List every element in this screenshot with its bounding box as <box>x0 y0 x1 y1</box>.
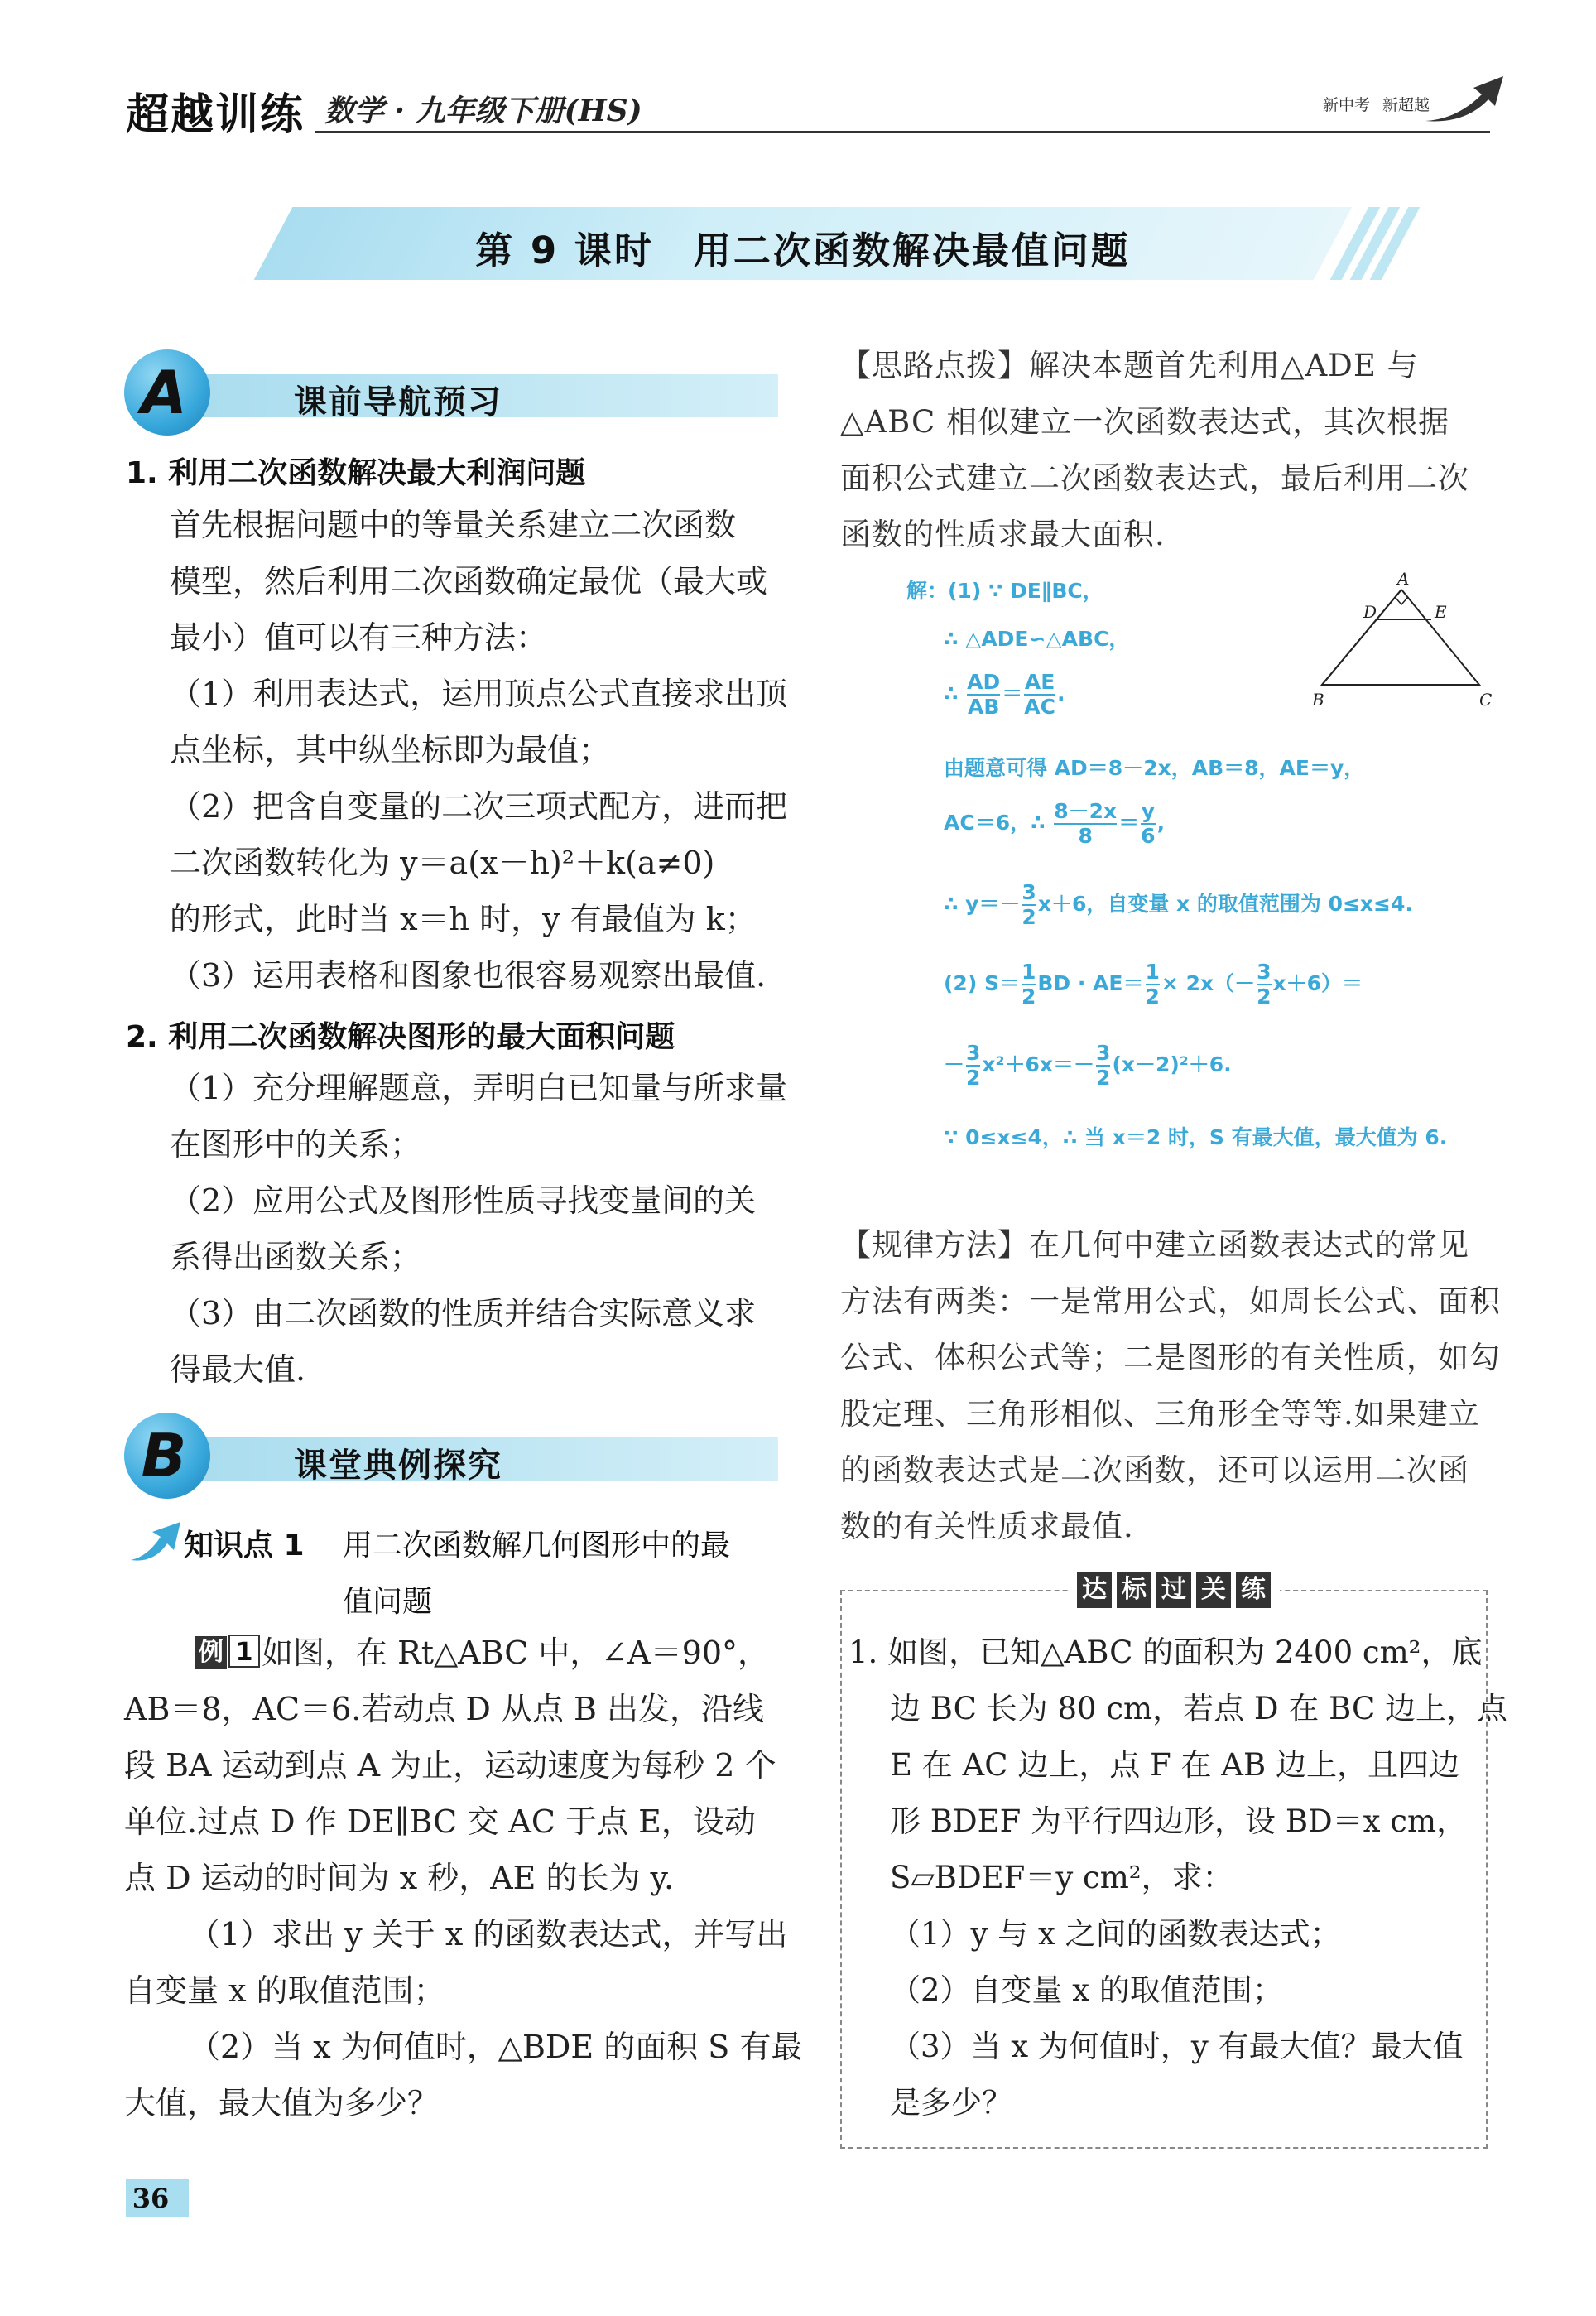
book-brand: 超越训练 <box>126 90 305 140</box>
section-a-item2-heading: 2. 利用二次函数解决图形的最大面积问题 <box>126 1020 675 1054</box>
example-line: AB＝8，AC＝6.若动点 D 从点 B 出发，沿线 <box>124 1691 765 1727</box>
section-a-item1-line: 首先根据问题中的等量关系建立二次函数 <box>170 507 737 543</box>
figure-label-c: C <box>1479 690 1493 710</box>
method-line: 股定理、三角形相似、三角形全等等.如果建立 <box>840 1396 1480 1432</box>
section-a-item1-heading: 1. 利用二次函数解决最大利润问题 <box>126 456 586 490</box>
example-number: 1 <box>228 1635 260 1668</box>
exercise-title-char: 标 <box>1117 1572 1151 1608</box>
header-rule <box>315 131 1490 133</box>
book-subject: 数学 · 九年级下册(HS) <box>324 94 642 128</box>
figure-label-e: E <box>1435 602 1447 622</box>
section-a-item1-line: 的形式，此时当 x＝h 时，y 有最值为 k； <box>170 901 757 937</box>
page-number: 36 <box>132 2183 170 2214</box>
hint-line: △ABC 相似建立一次函数表达式，其次根据 <box>840 404 1450 440</box>
figure-label-b: B <box>1312 690 1324 710</box>
exercise-line: E 在 AC 边上，点 F 在 AB 边上，且四边 <box>890 1747 1459 1783</box>
example-line: 大值，最大值为多少？ <box>124 2085 440 2121</box>
solution-step-1: 解：(1) ∵ DE∥BC， <box>906 579 1103 603</box>
hint-line: 函数的性质求最大面积. <box>840 517 1166 552</box>
section-a-item2-line: 系得出函数关系； <box>170 1239 422 1275</box>
section-a-item1-line: （3）运用表格和图象也很容易观察出最值. <box>170 957 767 994</box>
exercise-line: 形 BDEF 为平行四边形，设 BD＝x cm， <box>890 1803 1468 1839</box>
header-slogan-1: 新中考 <box>1323 96 1371 114</box>
example-line: 段 BA 运动到点 A 为止，运动速度为每秒 2 个 <box>124 1747 776 1784</box>
section-b-letter: B <box>141 1421 187 1490</box>
exercise-title-char: 关 <box>1196 1572 1231 1608</box>
exercise-box-title <box>1068 1572 1280 1610</box>
solution-step-7: (2) S＝ $\frac{1}{2}$ BD · AE＝ $\frac{1}{2}$ × 2x（－ $\frac{3}{2}$ x＋6）＝ <box>944 960 1363 1009</box>
section-b-title: 课堂典例探究 <box>294 1447 502 1485</box>
exercise-line: （1）y 与 x 之间的函数表达式； <box>890 1916 1341 1952</box>
section-a-item2-line: （3）由二次函数的性质并结合实际意义求 <box>170 1295 757 1331</box>
example-question-1: （1）求出 y 关于 x 的函数表达式，并写出 <box>189 1916 788 1952</box>
exercise-line: 1. 如图，已知△ABC 的面积为 2400 cm²，底 <box>848 1635 1483 1670</box>
section-a-item2-line: （2）应用公式及图形性质寻找变量间的关 <box>170 1182 757 1219</box>
method-line: 数的有关性质求最值. <box>840 1509 1134 1544</box>
solution-step-6: ∴ y＝－ $\frac{3}{2}$ x＋6，自变量 x 的取值范围为 0≤x≤4. <box>944 880 1413 929</box>
knowledge-arrow-icon <box>129 1520 182 1563</box>
exercise-line: （3）当 x 为何值时，y 有最大值？最大值 <box>890 2029 1464 2064</box>
hint-line: 面积公式建立二次函数表达式，最后利用二次 <box>840 460 1469 496</box>
section-a-item2-line: 得最大值. <box>170 1351 306 1388</box>
example-text: 如图，在 Rt△ABC 中，∠A＝90°， <box>262 1635 770 1671</box>
arrow-logo-icon <box>1424 71 1507 129</box>
section-b-header <box>124 1413 778 1499</box>
exercise-line: 是多少？ <box>890 2085 1012 2121</box>
figure-label-a: A <box>1397 571 1410 589</box>
section-a-header <box>124 349 778 436</box>
section-a-title: 课前导航预习 <box>294 383 502 421</box>
solution-step-9: ∵ 0≤x≤4，∴ 当 x＝2 时，S 有最大值，最大值为 6. <box>944 1125 1448 1149</box>
section-a-letter: A <box>141 358 187 427</box>
exercise-line: S▱BDEF＝y cm²，求： <box>890 1860 1233 1895</box>
lesson-title: 第 9 课时 用二次函数解决最值问题 <box>475 229 1131 272</box>
knowledge-point-title: 用二次函数解几何图形中的最 <box>343 1529 731 1562</box>
figure-label-d: D <box>1363 602 1377 622</box>
triangle-figure <box>1287 571 1494 712</box>
knowledge-point-label: 知识点 1 <box>184 1529 305 1562</box>
exercise-title-char: 达 <box>1077 1572 1112 1608</box>
section-a-item1-line: 最小）值可以有三种方法： <box>170 619 548 656</box>
solution-step-2: ∴ △ADE∽△ABC， <box>944 627 1130 651</box>
section-a-item1-line: （2）把含自变量的二次三项式配方，进而把 <box>170 788 788 825</box>
solution-step-4: 由题意可得 AD＝8－2x，AB＝8，AE＝y， <box>944 756 1365 780</box>
example-line: 自变量 x 的取值范围； <box>124 1972 445 2009</box>
section-a-item2-line: 在图形中的关系； <box>170 1126 422 1163</box>
example-question-2: （2）当 x 为何值时，△BDE 的面积 S 有最 <box>189 2029 803 2065</box>
example-1-line <box>195 1633 769 1673</box>
exercise-title-char: 过 <box>1156 1572 1191 1608</box>
method-line: 【规律方法】在几何中建立函数表达式的常见 <box>840 1227 1469 1263</box>
solution-step-8: － $\frac{3}{2}$ x²＋6x＝－ $\frac{3}{2}$ (x－2)²＋6. <box>944 1041 1232 1090</box>
solution-step-5: AC＝6，∴ $\frac{8-2x}{8}$ ＝ $\frac{y}{6}$ , <box>944 799 1166 848</box>
section-a-item2-line: （1）充分理解题意，弄明白已知量与所求量 <box>170 1070 788 1106</box>
section-a-item1-line: 二次函数转化为 y＝a(x－h)²＋k(a≠0) <box>170 845 715 881</box>
knowledge-point-title-cont: 值问题 <box>343 1585 433 1619</box>
exercise-line: 边 BC 长为 80 cm，若点 D 在 BC 边上，点 <box>890 1691 1508 1726</box>
lesson-banner <box>273 207 1333 280</box>
method-line: 的函数表达式是二次函数，还可以运用二次函 <box>840 1452 1469 1488</box>
example-line: 点 D 运动的时间为 x 秒，AE 的长为 y. <box>124 1860 675 1896</box>
method-line: 方法有两类：一是常用公式，如周长公式、面积 <box>840 1283 1501 1319</box>
section-a-item1-line: （1）利用表达式，运用顶点公式直接求出顶 <box>170 676 788 712</box>
exercise-line: （2）自变量 x 的取值范围； <box>890 1972 1283 2008</box>
example-line: 单位.过点 D 作 DE∥BC 交 AC 于点 E，设动 <box>124 1803 756 1840</box>
header-slogan-2: 新超越 <box>1382 96 1430 114</box>
exercise-title-char: 练 <box>1236 1572 1271 1608</box>
section-a-item1-line: 模型，然后利用二次函数确定最优（最大或 <box>170 563 768 599</box>
method-line: 公式、体积公式等；二是图形的有关性质，如勾 <box>840 1340 1501 1375</box>
example-tag: 例 <box>195 1636 227 1669</box>
solution-step-3: ∴ $\frac{AD}{AB}$ ＝ $\frac{AE}{AC}$ . <box>944 670 1065 719</box>
hint-line: 【思路点拨】解决本题首先利用△ADE 与 <box>840 348 1419 383</box>
section-a-item1-line: 点坐标，其中纵坐标即为最值； <box>170 732 611 768</box>
